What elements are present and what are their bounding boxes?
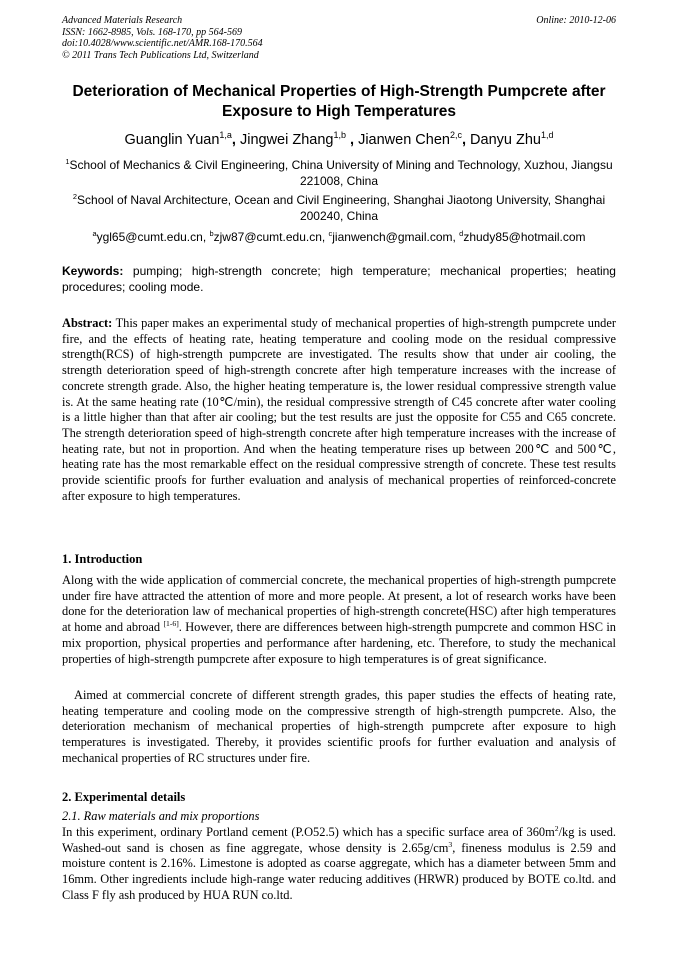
- section-heading-experimental: 2. Experimental details: [62, 790, 186, 804]
- author-name: Jianwen Chen: [358, 132, 450, 148]
- affiliation-1: $^1$School of Mechanics & Civil Engineering, China University of Mining and Technology, Xuzhou, Jiangsu 221008, China: [65, 157, 613, 188]
- email-link[interactable]: ygl65@cumt.edu.cn: [96, 230, 203, 244]
- email-link[interactable]: zjw87@cumt.edu.cn: [213, 230, 322, 244]
- abstract-label: Abstract:: [62, 316, 113, 330]
- journal-name: Advanced Materials Research: [62, 15, 183, 26]
- author-name: Danyu Zhu: [470, 132, 541, 148]
- paper-title: Deterioration of Mechanical Properties of High-Strength Pumpcrete after Exposure to High Temperatures: [72, 83, 606, 120]
- introduction-paragraph-1: Along with the wide application of commercial concrete, the mechanical properties of high-strength pumpcrete under fire have attracted the attention of more and more people. At present, a lot of research works have been done for the deterioration law of mechanical properties of high-strength concrete(HSC) after high temperatures at home and abroad [1-6]. However, there are differences between high-strength pumpcrete and common HSC in mix proportion, physical properties and performance after hardening, etc. Therefore, to study the mechanical properties of high-strength pumpcrete after exposure to high temperatures is of great significance.: [62, 573, 616, 666]
- author-affiliation-mark: 1,a: [219, 130, 232, 141]
- materials-paragraph: In this experiment, ordinary Portland cement (P.O52.5) which has a specific surface area of $360m^2/kg$ is used. Washed-out sand is chosen as fine aggregate, whose density is $2.65g/cm^3$, fineness modulus is 2.59 and moisture content is 2.16%. Limestone is adopted as coarse aggregate, which has a diameter between 5mm and 16mm. Other ingredients include high-range water reducing additives (HRWR) produced by BOTE co.ltd. and Class F fly ash produced by HUA RUN co.ltd.: [62, 823, 616, 902]
- author-name: Guanglin Yuan: [124, 132, 220, 148]
- author-affiliation-mark: 1,b: [333, 130, 346, 141]
- keywords: [62, 264, 616, 295]
- author-affiliation-mark: 1,d: [540, 130, 554, 141]
- author-list: Guanglin Yuan$^{1,a}$, Jingwei Zhang$^{1,b}$ , Jianwen Chen$^{2,c}$, Danyu Zhu$^{1,d}$: [124, 130, 554, 148]
- author-name: Jingwei Zhang: [239, 132, 334, 148]
- email-link[interactable]: jianwench@gmail.com: [332, 230, 453, 244]
- keywords-text: pumping; high-strength concrete; high temperature; mechanical properties; heating procedures; cooling mode.: [62, 264, 616, 294]
- author-emails: $^a$ygl65@cumt.edu.cn, $^b$zjw87@cumt.edu.cn, $^c$jianwench@gmail.com, $^d$zhudy85@hotmail.com: [92, 229, 586, 244]
- subsection-heading-materials: 2.1. Raw materials and mix proportions: [62, 809, 260, 823]
- abstract-text: This paper makes an experimental study of mechanical properties of high-strength pumpcrete under fire, and the effects of heating rate, heating temperature and cooling mode on the residual compressive strength(RCS) of high-strength pumpcrete are investigated. The results show that under air cooling, the strength deterioration speed of high-strength concrete after high temperature increases with the increase of concrete strength grade. Also, the higher heating temperature is, the lower residual compressive strength value is. At the same heating rate (10℃/min), the residual compressive strength of C45 concrete after water cooling is a little higher than that after air cooling; but the test results are just the opposite for C55 and C65 concrete. The strength deterioration speed of high-strength concrete after high temperature increases with the increase of heating rate, but not in proportion. And when the heating temperature rises up between 200℃ and 500℃, heating rate has the most remarkable effect on the residual compressive strength of concrete. These test results provide scientific proofs for further evaluation and analysis of mechanical properties of reinforced-concrete after exposure to high temperatures.: [62, 316, 616, 503]
- section-heading-introduction: 1. Introduction: [62, 552, 143, 566]
- online-date: Online: 2010-12-06: [536, 15, 616, 26]
- author-affiliation-mark: 2,c: [449, 130, 462, 141]
- journal-doi: doi:10.4028/www.scientific.net/AMR.168-170.564: [62, 38, 263, 49]
- journal-header: [62, 15, 616, 61]
- journal-copyright: © 2011 Trans Tech Publications Ltd, Switzerland: [62, 49, 259, 61]
- citation-ref: [1-6]: [163, 618, 179, 628]
- affiliation-2: $^2$School of Naval Architecture, Ocean and Civil Engineering, Shanghai Jiaotong University, Shanghai 200240, China: [72, 192, 606, 223]
- introduction-paragraph-2: Aimed at commercial concrete of different strength grades, this paper studies the effects of heating rate, heating temperature and cooling mode on the compressive strength of high-strength pumpcrete. Also, the deterioration mechanism of mechanical properties of high-strength pumpcrete after exposure to high temperatures is investigated. Thereby, it provides scientific proofs for further evaluation and analysis of mechanical properties of RC structures under fire.: [62, 688, 616, 765]
- journal-issn: ISSN: 1662-8985, Vols. 168-170, pp 564-569: [62, 26, 242, 38]
- abstract: [62, 316, 616, 504]
- keywords-label: Keywords:: [62, 264, 124, 278]
- email-link[interactable]: zhudy85@hotmail.com: [463, 230, 586, 244]
